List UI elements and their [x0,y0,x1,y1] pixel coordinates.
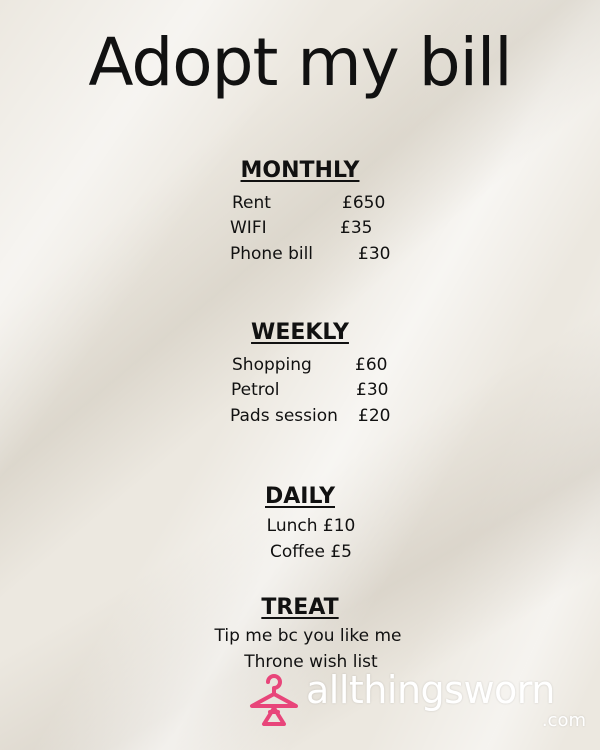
page-title: Adopt my bill [88,24,512,101]
treat-heading: TREAT [261,595,339,620]
monthly-item-amount: £650 [342,193,386,213]
brand-watermark [248,668,596,738]
daily-heading: DAILY [265,484,335,509]
hanger-icon [248,672,300,728]
monthly-item-label: Phone bill [230,244,314,264]
weekly-item-label: Shopping [232,355,312,375]
weekly-item-amount: £30 [356,380,389,400]
monthly-item-label: WIFI [230,218,267,238]
treat-item: Tip me bc you like me [214,626,402,646]
weekly-item-label: Petrol [231,380,280,400]
daily-item: Lunch £10 [266,516,356,536]
daily-item: Coffee £5 [270,542,352,562]
weekly-item-amount: £20 [358,406,391,426]
monthly-heading: MONTHLY [240,158,360,183]
weekly-item-label: Pads session [230,406,338,426]
monthly-item-amount: £35 [340,218,373,238]
monthly-item-amount: £30 [358,244,391,264]
weekly-heading: WEEKLY [251,320,349,345]
treat-item: Throne wish list [244,652,378,672]
weekly-item-amount: £60 [355,355,388,375]
monthly-item-label: Rent [232,193,271,213]
brand-tld: .com [541,710,586,731]
brand-name: allthingsworn [306,668,555,712]
